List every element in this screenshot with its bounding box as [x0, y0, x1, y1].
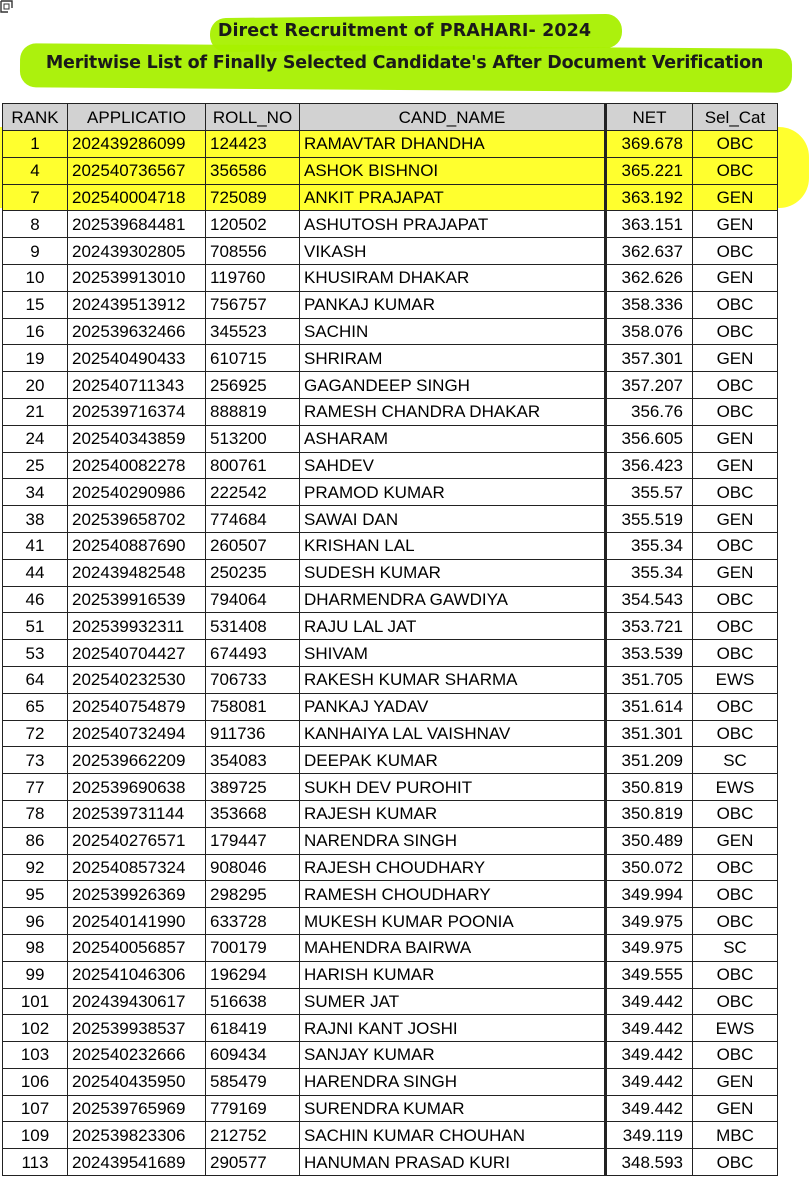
- candidate-name-cell: SHRIRAM: [300, 345, 606, 372]
- application-cell: 202439482548: [68, 559, 206, 586]
- header-roll-no: ROLL_NO: [206, 104, 300, 131]
- application-cell: 202539823306: [68, 1122, 206, 1149]
- header-sel-cat: Sel_Cat: [693, 104, 778, 131]
- net-score-cell: 355.34: [606, 532, 693, 559]
- roll-no-cell: 888819: [206, 398, 300, 425]
- category-cell: OBC: [693, 586, 778, 613]
- category-cell: SC: [693, 747, 778, 774]
- candidate-name-cell: ASHOK BISHNOI: [300, 157, 606, 184]
- application-cell: 202540704427: [68, 640, 206, 667]
- roll-no-cell: 706733: [206, 666, 300, 693]
- candidate-name-cell: KHUSIRAM DHAKAR: [300, 264, 606, 291]
- application-cell: 202539731144: [68, 800, 206, 827]
- category-cell: GEN: [693, 264, 778, 291]
- candidate-name-cell: RAJESH CHOUDHARY: [300, 854, 606, 881]
- net-score-cell: 356.605: [606, 425, 693, 452]
- net-score-cell: 357.301: [606, 345, 693, 372]
- roll-no-cell: 779169: [206, 1095, 300, 1122]
- category-cell: OBC: [693, 398, 778, 425]
- candidate-name-cell: SAHDEV: [300, 452, 606, 479]
- category-cell: GEN: [693, 345, 778, 372]
- table-row: [3, 640, 778, 667]
- roll-no-cell: 911736: [206, 720, 300, 747]
- rank-cell: 9: [3, 238, 68, 265]
- table-row: [3, 586, 778, 613]
- category-cell: GEN: [693, 184, 778, 211]
- header-net: NET: [606, 104, 693, 131]
- candidate-name-cell: ASHARAM: [300, 425, 606, 452]
- net-score-cell: 356.76: [606, 398, 693, 425]
- table-row: [3, 1015, 778, 1042]
- category-cell: OBC: [693, 1042, 778, 1069]
- rank-cell: 78: [3, 800, 68, 827]
- net-score-cell: 351.209: [606, 747, 693, 774]
- table-row: [3, 1042, 778, 1069]
- roll-no-cell: 256925: [206, 372, 300, 399]
- candidate-name-cell: RAJNI KANT JOSHI: [300, 1015, 606, 1042]
- roll-no-cell: 119760: [206, 264, 300, 291]
- table-row: [3, 747, 778, 774]
- application-cell: 202539916539: [68, 586, 206, 613]
- net-score-cell: 358.336: [606, 291, 693, 318]
- table-row: [3, 720, 778, 747]
- net-score-cell: 349.975: [606, 908, 693, 935]
- category-cell: MBC: [693, 1122, 778, 1149]
- application-cell: 202540276571: [68, 827, 206, 854]
- application-cell: 202539690638: [68, 774, 206, 801]
- category-cell: OBC: [693, 881, 778, 908]
- table-row: [3, 211, 778, 238]
- roll-no-cell: 618419: [206, 1015, 300, 1042]
- candidate-name-cell: RAJESH KUMAR: [300, 800, 606, 827]
- net-score-cell: 349.442: [606, 1015, 693, 1042]
- merit-list-table: [2, 103, 778, 1176]
- net-score-cell: 353.539: [606, 640, 693, 667]
- application-cell: 202539632466: [68, 318, 206, 345]
- rank-cell: 38: [3, 506, 68, 533]
- candidate-name-cell: DHARMENDRA GAWDIYA: [300, 586, 606, 613]
- table-row: [3, 157, 778, 184]
- candidate-name-cell: PRAMOD KUMAR: [300, 479, 606, 506]
- table-row: [3, 452, 778, 479]
- candidate-name-cell: SUKH DEV PUROHIT: [300, 774, 606, 801]
- candidate-name-cell: HARENDRA SINGH: [300, 1068, 606, 1095]
- table-body: [3, 131, 778, 1176]
- net-score-cell: 358.076: [606, 318, 693, 345]
- application-cell: 202540004718: [68, 184, 206, 211]
- candidate-name-cell: VIKASH: [300, 238, 606, 265]
- category-cell: EWS: [693, 774, 778, 801]
- table-row: [3, 881, 778, 908]
- rank-cell: 77: [3, 774, 68, 801]
- table-row: [3, 559, 778, 586]
- net-score-cell: 349.442: [606, 988, 693, 1015]
- category-cell: OBC: [693, 479, 778, 506]
- application-cell: 202540141990: [68, 908, 206, 935]
- rank-cell: 15: [3, 291, 68, 318]
- application-cell: 202439541689: [68, 1149, 206, 1176]
- roll-no-cell: 179447: [206, 827, 300, 854]
- net-score-cell: 349.442: [606, 1068, 693, 1095]
- table-row: [3, 532, 778, 559]
- net-score-cell: 362.626: [606, 264, 693, 291]
- category-cell: EWS: [693, 666, 778, 693]
- category-cell: OBC: [693, 640, 778, 667]
- roll-no-cell: 633728: [206, 908, 300, 935]
- application-cell: 202540232530: [68, 666, 206, 693]
- candidate-name-cell: GAGANDEEP SINGH: [300, 372, 606, 399]
- roll-no-cell: 250235: [206, 559, 300, 586]
- document-subtitle: Meritwise List of Finally Selected Candidate's After Document Verification: [45, 53, 764, 73]
- rank-cell: 34: [3, 479, 68, 506]
- rank-cell: 95: [3, 881, 68, 908]
- category-cell: OBC: [693, 613, 778, 640]
- roll-no-cell: 531408: [206, 613, 300, 640]
- rank-cell: 96: [3, 908, 68, 935]
- category-cell: OBC: [693, 318, 778, 345]
- candidate-name-cell: SUMER JAT: [300, 988, 606, 1015]
- net-score-cell: 369.678: [606, 131, 693, 158]
- table-row: [3, 1122, 778, 1149]
- category-cell: OBC: [693, 372, 778, 399]
- roll-no-cell: 196294: [206, 961, 300, 988]
- application-cell: 202539716374: [68, 398, 206, 425]
- roll-no-cell: 212752: [206, 1122, 300, 1149]
- rank-cell: 1: [3, 131, 68, 158]
- roll-no-cell: 124423: [206, 131, 300, 158]
- candidate-name-cell: RAKESH KUMAR SHARMA: [300, 666, 606, 693]
- net-score-cell: 350.819: [606, 774, 693, 801]
- net-score-cell: 349.119: [606, 1122, 693, 1149]
- rank-cell: 106: [3, 1068, 68, 1095]
- candidate-name-cell: ASHUTOSH PRAJAPAT: [300, 211, 606, 238]
- roll-no-cell: 756757: [206, 291, 300, 318]
- rank-cell: 44: [3, 559, 68, 586]
- candidate-name-cell: PANKAJ KUMAR: [300, 291, 606, 318]
- table-row: [3, 291, 778, 318]
- net-score-cell: 350.489: [606, 827, 693, 854]
- rank-cell: 109: [3, 1122, 68, 1149]
- category-cell: OBC: [693, 131, 778, 158]
- rank-cell: 19: [3, 345, 68, 372]
- table-row: [3, 774, 778, 801]
- application-cell: 202540711343: [68, 372, 206, 399]
- table-row: [3, 666, 778, 693]
- rank-cell: 73: [3, 747, 68, 774]
- candidate-name-cell: KRISHAN LAL: [300, 532, 606, 559]
- roll-no-cell: 120502: [206, 211, 300, 238]
- category-cell: OBC: [693, 291, 778, 318]
- application-cell: 202540290986: [68, 479, 206, 506]
- table-row: [3, 613, 778, 640]
- rank-cell: 25: [3, 452, 68, 479]
- candidate-name-cell: SACHIN: [300, 318, 606, 345]
- application-cell: 202540343859: [68, 425, 206, 452]
- application-cell: 202540056857: [68, 934, 206, 961]
- net-score-cell: 351.301: [606, 720, 693, 747]
- application-cell: 202540490433: [68, 345, 206, 372]
- table-row: [3, 908, 778, 935]
- roll-no-cell: 513200: [206, 425, 300, 452]
- category-cell: GEN: [693, 827, 778, 854]
- roll-no-cell: 725089: [206, 184, 300, 211]
- category-cell: OBC: [693, 720, 778, 747]
- rank-cell: 4: [3, 157, 68, 184]
- application-cell: 202540232666: [68, 1042, 206, 1069]
- category-cell: GEN: [693, 506, 778, 533]
- table-row: [3, 827, 778, 854]
- table-row: [3, 1149, 778, 1176]
- roll-no-cell: 609434: [206, 1042, 300, 1069]
- net-score-cell: 355.519: [606, 506, 693, 533]
- candidate-name-cell: RAJU LAL JAT: [300, 613, 606, 640]
- application-cell: 202540887690: [68, 532, 206, 559]
- header-cand-name: CAND_NAME: [300, 104, 606, 131]
- application-cell: 202540754879: [68, 693, 206, 720]
- application-cell: 202539684481: [68, 211, 206, 238]
- rank-cell: 53: [3, 640, 68, 667]
- rank-cell: 51: [3, 613, 68, 640]
- net-score-cell: 348.593: [606, 1149, 693, 1176]
- table-row: [3, 854, 778, 881]
- candidate-name-cell: SAWAI DAN: [300, 506, 606, 533]
- table-row: [3, 184, 778, 211]
- table-row: [3, 693, 778, 720]
- application-cell: 202540857324: [68, 854, 206, 881]
- application-cell: 202540435950: [68, 1068, 206, 1095]
- table-row: [3, 934, 778, 961]
- category-cell: GEN: [693, 1095, 778, 1122]
- category-cell: GEN: [693, 211, 778, 238]
- category-cell: OBC: [693, 1149, 778, 1176]
- rank-cell: 46: [3, 586, 68, 613]
- rank-cell: 8: [3, 211, 68, 238]
- category-cell: OBC: [693, 854, 778, 881]
- candidate-name-cell: KANHAIYA LAL VAISHNAV: [300, 720, 606, 747]
- candidate-name-cell: MUKESH KUMAR POONIA: [300, 908, 606, 935]
- net-score-cell: 365.221: [606, 157, 693, 184]
- roll-no-cell: 800761: [206, 452, 300, 479]
- category-cell: SC: [693, 934, 778, 961]
- candidate-name-cell: MAHENDRA BAIRWA: [300, 934, 606, 961]
- net-score-cell: 349.442: [606, 1042, 693, 1069]
- roll-no-cell: 356586: [206, 157, 300, 184]
- candidate-name-cell: NARENDRA SINGH: [300, 827, 606, 854]
- net-score-cell: 351.705: [606, 666, 693, 693]
- table-row: [3, 264, 778, 291]
- roll-no-cell: 674493: [206, 640, 300, 667]
- table-row: [3, 398, 778, 425]
- category-cell: GEN: [693, 559, 778, 586]
- candidate-name-cell: SUDESH KUMAR: [300, 559, 606, 586]
- rank-cell: 7: [3, 184, 68, 211]
- candidate-name-cell: SURENDRA KUMAR: [300, 1095, 606, 1122]
- rank-cell: 103: [3, 1042, 68, 1069]
- net-score-cell: 362.637: [606, 238, 693, 265]
- candidate-name-cell: SACHIN KUMAR CHOUHAN: [300, 1122, 606, 1149]
- category-cell: GEN: [693, 452, 778, 479]
- category-cell: OBC: [693, 157, 778, 184]
- roll-no-cell: 222542: [206, 479, 300, 506]
- rank-cell: 16: [3, 318, 68, 345]
- net-score-cell: 363.192: [606, 184, 693, 211]
- net-score-cell: 350.819: [606, 800, 693, 827]
- header-rank: RANK: [3, 104, 68, 131]
- net-score-cell: 355.34: [606, 559, 693, 586]
- category-cell: OBC: [693, 961, 778, 988]
- document-title-block: [0, 16, 809, 94]
- table-row: [3, 131, 778, 158]
- roll-no-cell: 354083: [206, 747, 300, 774]
- rank-cell: 72: [3, 720, 68, 747]
- table-row: [3, 506, 778, 533]
- roll-no-cell: 758081: [206, 693, 300, 720]
- table-row: [3, 238, 778, 265]
- table-row: [3, 1068, 778, 1095]
- roll-no-cell: 585479: [206, 1068, 300, 1095]
- net-score-cell: 363.151: [606, 211, 693, 238]
- net-score-cell: 349.994: [606, 881, 693, 908]
- roll-no-cell: 290577: [206, 1149, 300, 1176]
- roll-no-cell: 345523: [206, 318, 300, 345]
- table-header-row: [3, 104, 778, 131]
- application-cell: 202539658702: [68, 506, 206, 533]
- rank-cell: 107: [3, 1095, 68, 1122]
- category-cell: OBC: [693, 532, 778, 559]
- candidate-name-cell: SHIVAM: [300, 640, 606, 667]
- document-title: Direct Recruitment of PRAHARI- 2024: [217, 21, 592, 41]
- rank-cell: 102: [3, 1015, 68, 1042]
- category-cell: OBC: [693, 238, 778, 265]
- table-row: [3, 479, 778, 506]
- application-cell: 202540736567: [68, 157, 206, 184]
- application-cell: 202539913010: [68, 264, 206, 291]
- rank-cell: 65: [3, 693, 68, 720]
- table-row: [3, 800, 778, 827]
- net-score-cell: 355.57: [606, 479, 693, 506]
- application-cell: 202439430617: [68, 988, 206, 1015]
- application-cell: 202539662209: [68, 747, 206, 774]
- category-cell: OBC: [693, 800, 778, 827]
- roll-no-cell: 774684: [206, 506, 300, 533]
- application-cell: 202539938537: [68, 1015, 206, 1042]
- application-cell: 202539926369: [68, 881, 206, 908]
- net-score-cell: 349.555: [606, 961, 693, 988]
- table-row: [3, 961, 778, 988]
- roll-no-cell: 298295: [206, 881, 300, 908]
- table-row: [3, 318, 778, 345]
- net-score-cell: 354.543: [606, 586, 693, 613]
- net-score-cell: 351.614: [606, 693, 693, 720]
- application-cell: 202539765969: [68, 1095, 206, 1122]
- table-row: [3, 1095, 778, 1122]
- category-cell: OBC: [693, 988, 778, 1015]
- table-row: [3, 988, 778, 1015]
- net-score-cell: 349.442: [606, 1095, 693, 1122]
- rank-cell: 41: [3, 532, 68, 559]
- rank-cell: 20: [3, 372, 68, 399]
- rank-cell: 101: [3, 988, 68, 1015]
- application-cell: 202439302805: [68, 238, 206, 265]
- net-score-cell: 349.975: [606, 934, 693, 961]
- candidate-name-cell: PANKAJ YADAV: [300, 693, 606, 720]
- header-application: APPLICATIO: [68, 104, 206, 131]
- rank-cell: 98: [3, 934, 68, 961]
- application-cell: 202540082278: [68, 452, 206, 479]
- rank-cell: 99: [3, 961, 68, 988]
- application-cell: 202439286099: [68, 131, 206, 158]
- application-cell: 202539932311: [68, 613, 206, 640]
- roll-no-cell: 260507: [206, 532, 300, 559]
- roll-no-cell: 389725: [206, 774, 300, 801]
- candidate-name-cell: RAMESH CHOUDHARY: [300, 881, 606, 908]
- category-cell: GEN: [693, 425, 778, 452]
- candidate-name-cell: DEEPAK KUMAR: [300, 747, 606, 774]
- roll-no-cell: 700179: [206, 934, 300, 961]
- rank-cell: 86: [3, 827, 68, 854]
- candidate-name-cell: HARISH KUMAR: [300, 961, 606, 988]
- roll-no-cell: 908046: [206, 854, 300, 881]
- candidate-name-cell: RAMAVTAR DHANDHA: [300, 131, 606, 158]
- roll-no-cell: 516638: [206, 988, 300, 1015]
- category-cell: OBC: [693, 693, 778, 720]
- rank-cell: 92: [3, 854, 68, 881]
- candidate-name-cell: ANKIT PRAJAPAT: [300, 184, 606, 211]
- category-cell: EWS: [693, 1015, 778, 1042]
- candidate-name-cell: HANUMAN PRASAD KURI: [300, 1149, 606, 1176]
- rank-cell: 64: [3, 666, 68, 693]
- category-cell: GEN: [693, 1068, 778, 1095]
- application-cell: 202540732494: [68, 720, 206, 747]
- table-row: [3, 425, 778, 452]
- rank-cell: 10: [3, 264, 68, 291]
- application-cell: 202541046306: [68, 961, 206, 988]
- roll-no-cell: 708556: [206, 238, 300, 265]
- net-score-cell: 350.072: [606, 854, 693, 881]
- net-score-cell: 353.721: [606, 613, 693, 640]
- roll-no-cell: 353668: [206, 800, 300, 827]
- table-row: [3, 345, 778, 372]
- rank-cell: 113: [3, 1149, 68, 1176]
- application-cell: 202439513912: [68, 291, 206, 318]
- rank-cell: 21: [3, 398, 68, 425]
- roll-no-cell: 610715: [206, 345, 300, 372]
- candidate-name-cell: RAMESH CHANDRA DHAKAR: [300, 398, 606, 425]
- net-score-cell: 356.423: [606, 452, 693, 479]
- category-cell: OBC: [693, 908, 778, 935]
- candidate-name-cell: SANJAY KUMAR: [300, 1042, 606, 1069]
- rank-cell: 24: [3, 425, 68, 452]
- roll-no-cell: 794064: [206, 586, 300, 613]
- table-row: [3, 372, 778, 399]
- net-score-cell: 357.207: [606, 372, 693, 399]
